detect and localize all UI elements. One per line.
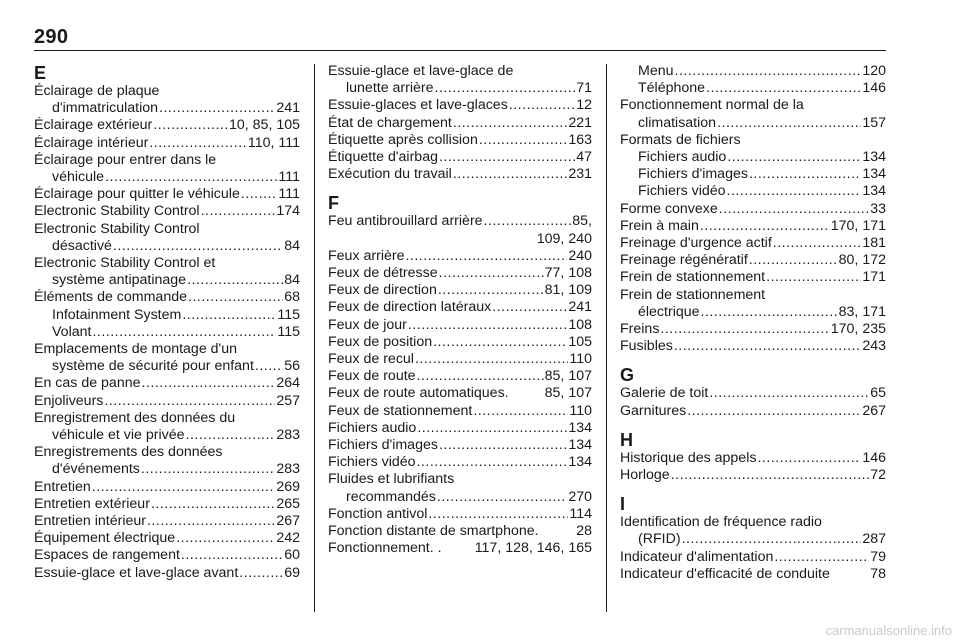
index-entry-heading: Essuie-glace et lave-glace de: [328, 63, 514, 79]
index-entry-heading: Emplacements de montage d'un: [34, 341, 238, 358]
dot-leader: [153, 117, 228, 134]
index-entry-page: 240: [568, 247, 592, 264]
index-entry-term: Feux de route: [328, 368, 416, 385]
dot-leader: [433, 334, 567, 351]
index-entry-term: Étiquette d'airbag: [328, 149, 438, 166]
index-entry-page: 33: [870, 200, 886, 217]
index-entry: [34, 272, 300, 289]
index-entry-heading: Electronic Stability Control: [34, 220, 200, 237]
dot-leader: [660, 321, 829, 338]
index-entry: [620, 338, 886, 355]
index-entry-page: 85,: [572, 213, 592, 230]
index-entry-page: 56: [284, 358, 300, 375]
index-entry-term: Entretien intérieur: [34, 513, 146, 530]
dot-leader: [151, 496, 275, 513]
index-entry-page: 105: [568, 333, 592, 350]
index-entry-page: 71: [576, 80, 592, 97]
index-entry-term: État de chargement: [328, 114, 452, 131]
index-entry-term: Freinage d'urgence actif: [620, 235, 772, 252]
index-entry-term: Frein à main: [620, 217, 699, 234]
index-entry-term: Essuie-glace et lave-glace avant: [34, 564, 239, 581]
index-column-1: [34, 63, 300, 582]
index-entry-page: 47: [576, 149, 592, 166]
index-entry-term: Fichiers vidéo: [638, 183, 726, 200]
index-entry-heading: Éclairage pour entrer dans le: [34, 151, 217, 168]
dot-leader: [773, 235, 862, 252]
index-entry-term: Garnitures: [620, 402, 687, 419]
dot-leader: [435, 80, 576, 97]
index-entry-page: 134: [862, 166, 886, 183]
index-entry-term: Freinage régénératif: [620, 252, 748, 269]
dot-leader: [701, 304, 838, 321]
index-entry-term: Galerie de toit: [620, 385, 709, 402]
index-entry-term: Éclairage pour quitter le véhicule: [34, 186, 240, 203]
index-column-2: [328, 63, 592, 557]
index-entry-page: 80, 172: [838, 252, 886, 269]
dot-leader: [709, 385, 869, 402]
dot-leader: [674, 338, 861, 355]
index-entry-page: 85, 107: [544, 385, 592, 402]
index-entry-page: 134: [862, 183, 886, 200]
index-entry: [328, 166, 592, 183]
index-entry: [620, 149, 886, 166]
dot-leader: [719, 201, 869, 218]
index-entry: [34, 513, 300, 530]
index-letter-heading: G: [620, 365, 635, 386]
index-entry: [328, 80, 592, 97]
index-entry-page: 108: [568, 316, 592, 333]
dot-leader: [749, 252, 838, 269]
index-entry-heading: Electronic Stability Control et: [34, 255, 216, 272]
index-entry: [328, 454, 592, 471]
dot-leader: [484, 213, 572, 230]
dot-leader: [105, 169, 277, 186]
index-entry-page: 69: [284, 564, 300, 581]
index-entry-term: Menu: [638, 63, 674, 79]
index-entry-page: 81, 109: [544, 282, 592, 299]
index-entry-term: Éléments de commande: [34, 289, 187, 306]
dot-leader: [181, 547, 283, 564]
index-entry-heading: Fluides et lubrifiants: [328, 471, 455, 488]
index-entry: [620, 321, 886, 338]
index-entry-page: 267: [276, 513, 300, 530]
index-entry-heading: Fonctionnement normal de la: [620, 97, 804, 114]
index-entry: [34, 169, 300, 186]
dot-leader: [408, 317, 567, 334]
index-entry: [620, 549, 886, 566]
index-entry-term: Indicateur d'efficacité de conduite: [620, 565, 830, 582]
index-entry-term: Fonction distante de smartphone.: [328, 523, 539, 540]
index-entry-term: Éclairage intérieur: [34, 134, 149, 151]
index-entry-term: véhicule et vie privée: [52, 427, 185, 444]
index-entry-term: Infotainment System: [52, 306, 182, 323]
dot-leader: [727, 183, 862, 200]
index-entry-page: 170, 235: [830, 321, 886, 338]
index-entry-term: Feux arrière: [328, 247, 405, 264]
dot-leader: [453, 166, 568, 183]
index-entry: [328, 282, 592, 299]
index-entry-page: 115: [277, 306, 300, 323]
index-entry-term: Fichiers d'images: [328, 437, 438, 454]
index-entry-term: Étiquette après collision: [328, 131, 478, 148]
index-entry-page: 134: [862, 149, 886, 166]
index-entry-term: Éclairage extérieur: [34, 117, 153, 134]
dot-leader: [182, 307, 276, 324]
index-letter-heading: E: [34, 63, 47, 83]
index-entry-page: 267: [862, 402, 886, 419]
index-entry-page: 84: [284, 272, 300, 289]
index-entry-page: 111: [278, 169, 300, 186]
index-entry-term: Electronic Stability Control: [34, 203, 200, 220]
index-entry-term: Fusibles: [620, 338, 673, 355]
dot-leader: [687, 403, 861, 420]
dot-leader: [727, 149, 861, 166]
dot-leader: [113, 238, 283, 255]
index-entry-page: 157: [862, 114, 886, 131]
index-entry: [328, 213, 592, 230]
index-entry-heading: Frein de stationnement: [620, 286, 766, 303]
index-entry-term: Entretien extérieur: [34, 495, 150, 512]
index-entry: [34, 496, 300, 513]
index-entry-page: 134: [568, 437, 592, 454]
index-entry: [620, 218, 886, 235]
index-entry: [328, 489, 592, 506]
index-entry-page: 287: [862, 531, 886, 548]
column-divider: [314, 64, 315, 612]
index-entry-page: 60: [284, 547, 300, 564]
index-entry: [328, 149, 592, 166]
header-rule: [34, 50, 886, 51]
index-entry-page: 146: [862, 449, 886, 466]
index-entry-term: Historique des appels: [620, 449, 757, 466]
index-entry: [34, 358, 300, 375]
index-entry-term: Frein de stationnement: [620, 269, 766, 286]
index-entry-page: 231: [568, 166, 592, 183]
index-entry: [620, 115, 886, 132]
index-entry-term: lunette arrière: [346, 80, 434, 97]
index-entry-page: 10, 85, 105: [229, 117, 300, 134]
index-entry-page: 270: [568, 488, 592, 505]
dot-leader: [147, 513, 275, 530]
index-entry: [328, 115, 592, 132]
index-entry: [328, 248, 592, 265]
dot-leader: [176, 530, 275, 547]
dot-leader: [439, 149, 575, 166]
index-entry-term: Feux de jour: [328, 316, 407, 333]
dot-leader: [159, 100, 275, 117]
index-entry-term: (RFID): [638, 531, 681, 548]
index-entry-term: Téléphone: [638, 80, 706, 97]
index-entry-term: recommandés: [346, 488, 436, 505]
index-entry-page: 283: [276, 461, 300, 478]
index-entry: [34, 203, 300, 220]
index-entry: [620, 304, 886, 321]
index-column-3: [620, 63, 886, 583]
column-divider: [606, 64, 607, 612]
index-letter-heading: F: [328, 193, 339, 214]
index-entry: [34, 393, 300, 410]
index-entry: [34, 324, 300, 341]
index-entry-term: d'immatriculation: [52, 100, 158, 117]
index-entry-page: 146: [862, 80, 886, 97]
dot-leader: [453, 115, 568, 132]
index-letter-heading: H: [620, 429, 633, 450]
index-entry-term: Équipement électrique: [34, 530, 176, 547]
index-entry-page: 110: [569, 351, 592, 368]
index-entry-page: 242: [276, 530, 300, 547]
index-entry-page: 68: [284, 289, 300, 306]
dot-leader: [479, 132, 567, 149]
index-entry-page: 79: [870, 548, 886, 565]
index-entry: [34, 186, 300, 203]
index-entry-heading: Identification de fréquence radio: [620, 514, 822, 531]
index-entry-page: 84: [284, 237, 300, 254]
index-entry-page: 28: [576, 523, 592, 540]
index-entry-term: Fichiers audio: [328, 419, 417, 436]
index-entry-term: Feu antibrouillard arrière: [328, 213, 483, 230]
index-entry-page: 171: [862, 269, 886, 286]
dot-leader: [706, 80, 861, 97]
index-entry-term: Horloge: [620, 467, 670, 484]
index-entry: [34, 375, 300, 392]
dot-leader: [415, 351, 568, 368]
index-entry-term: Fonction antivol: [328, 505, 428, 522]
index-entry: [328, 265, 592, 282]
dot-leader: [241, 186, 278, 203]
index-entry: [34, 530, 300, 547]
dot-leader: [417, 368, 544, 385]
dot-leader: [142, 375, 276, 392]
dot-leader: [417, 454, 568, 471]
watermark: carmanualsonline.info: [825, 623, 952, 638]
index-entry-term: Exécution du travail: [328, 166, 452, 183]
index-entry-term: Enjoliveurs: [34, 392, 104, 409]
dot-leader: [92, 324, 276, 341]
dot-leader: [239, 565, 283, 582]
dot-leader: [149, 135, 247, 152]
index-entry-term: Feux de détresse: [328, 265, 438, 282]
index-entry-term: Freins: [620, 321, 660, 338]
index-entry: [620, 403, 886, 420]
index-entry-term: Feux de direction: [328, 282, 437, 299]
dot-leader: [428, 506, 568, 523]
index-entry: [620, 252, 886, 269]
index-entry: [620, 235, 886, 252]
index-entry-term: climatisation: [638, 114, 717, 131]
dot-leader: [92, 479, 276, 496]
index-entry: [328, 334, 592, 351]
index-entry-page: 170, 171: [830, 217, 886, 234]
index-entry: [34, 565, 300, 582]
index-entry-page: 134: [568, 419, 592, 436]
dot-leader: [774, 549, 869, 566]
index-entry: [328, 132, 592, 149]
index-entry-term: Essuie-glaces et lave-glaces: [328, 97, 508, 114]
index-entry: [34, 427, 300, 444]
index-entry: [34, 117, 300, 134]
dot-leader: [188, 289, 283, 306]
index-entry-heading: Éclairage de plaque: [34, 83, 160, 99]
dot-leader: [439, 437, 567, 454]
index-entry-page: 111: [278, 186, 300, 203]
index-entry-page: 114: [569, 505, 592, 522]
dot-leader: [417, 420, 567, 437]
index-entry-page: 120: [862, 63, 886, 79]
dot-leader: [141, 461, 275, 478]
index-entry-continuation: 109, 240: [536, 230, 592, 247]
index-entry-term: Volant: [52, 323, 92, 340]
index-entry: [34, 135, 300, 152]
index-entry-page: 134: [568, 454, 592, 471]
index-entry-term: Feux de position: [328, 333, 433, 350]
index-entry-page: 265: [276, 495, 300, 512]
dot-leader: [201, 203, 276, 220]
index-entry-page: 163: [568, 131, 592, 148]
index-entry: [620, 80, 886, 97]
index-entry: [620, 183, 886, 200]
dot-leader: [186, 427, 276, 444]
dot-leader: [717, 115, 861, 132]
index-entry-term: Feux de stationnement: [328, 402, 473, 419]
index-entry-term: véhicule: [52, 169, 105, 186]
index-entry-page: 12: [576, 97, 592, 114]
index-entry-page: 257: [276, 392, 300, 409]
index-entry: [328, 403, 592, 420]
dot-leader: [675, 63, 862, 80]
index-entry: [34, 100, 300, 117]
index-entry: [34, 461, 300, 478]
index-entry-heading: Enregistrements des données: [34, 444, 223, 461]
index-entry: [328, 317, 592, 334]
index-entry-page: 83, 171: [838, 303, 886, 320]
index-entry-term: Indicateur d'alimentation: [620, 548, 774, 565]
index-entry-page: 115: [277, 323, 300, 340]
index-entry-page: 181: [862, 235, 886, 252]
dot-leader: [766, 269, 861, 286]
dot-leader: [682, 531, 862, 548]
dot-leader: [439, 265, 544, 282]
dot-leader: [700, 218, 830, 235]
index-entry-term: Fonctionnement. .: [328, 540, 442, 557]
page-number: 290: [34, 26, 69, 48]
dot-leader: [509, 97, 575, 114]
index-entry: [620, 63, 886, 80]
index-entry-term: Fichiers audio: [638, 149, 727, 166]
index-entry: [328, 97, 592, 114]
index-entry-page: 77, 108: [544, 265, 592, 282]
index-entry-term: désactivé: [52, 237, 112, 254]
dot-leader: [757, 450, 861, 467]
index-entry-term: Fichiers d'images: [638, 166, 748, 183]
index-entry: [620, 269, 886, 286]
index-entry-page: 65: [870, 385, 886, 402]
index-entry-term: En cas de panne: [34, 375, 141, 392]
index-entry-page: 78: [870, 565, 886, 582]
index-entry: [620, 201, 886, 218]
index-entry-term: Feux de direction latéraux: [328, 299, 492, 316]
index-entry-page: 269: [276, 478, 300, 495]
index-entry: [620, 531, 886, 548]
index-entry-page: 264: [276, 375, 300, 392]
index-entry: [620, 467, 886, 484]
index-entry-term: Forme convexe: [620, 200, 718, 217]
index-entry-page: 243: [862, 338, 886, 355]
index-entry: [328, 540, 592, 557]
index-entry: [328, 523, 592, 540]
index-entry: [328, 385, 592, 402]
index-entry-term: électrique: [638, 303, 700, 320]
index-entry-term: système de sécurité pour enfant: [52, 358, 254, 375]
index-letter-heading: I: [620, 494, 626, 515]
index-entry: [328, 351, 592, 368]
index-entry-term: système antipatinage: [52, 272, 187, 289]
index-entry: [34, 289, 300, 306]
index-entry: [620, 385, 886, 402]
dot-leader: [671, 467, 870, 484]
index-entry-page: 110: [569, 402, 592, 419]
index-entry-term: Feux de recul: [328, 351, 414, 368]
index-entry: [328, 299, 592, 316]
index-entry-term: Feux de route automatiques.: [328, 385, 509, 402]
dot-leader: [187, 272, 283, 289]
index-entry: [620, 450, 886, 467]
index-entry-heading: Enregistrement des données du: [34, 409, 236, 426]
index-entry-page: 174: [276, 203, 300, 220]
dot-leader: [473, 403, 568, 420]
index-entry-page: 283: [276, 427, 300, 444]
dot-leader: [437, 489, 567, 506]
index-entry: [34, 479, 300, 496]
dot-leader: [492, 299, 567, 316]
index-entry-term: d'événements: [52, 461, 140, 478]
index-entry-heading: Formats de fichiers: [620, 131, 741, 148]
index-entry-page: 221: [568, 114, 592, 131]
index-entry-term: Entretien: [34, 478, 91, 495]
dot-leader: [255, 358, 283, 375]
index-entry-page: 85, 107: [544, 368, 592, 385]
index-entry: [34, 547, 300, 564]
index-entry: [328, 506, 592, 523]
dot-leader: [104, 393, 275, 410]
index-entry: [34, 238, 300, 255]
index-entry: [34, 307, 300, 324]
index-entry-page: 241: [276, 100, 300, 117]
index-entry: [328, 437, 592, 454]
index-entry: [328, 420, 592, 437]
index-entry: [328, 368, 592, 385]
dot-leader: [405, 248, 567, 265]
index-entry-page: 110, 111: [247, 134, 300, 151]
index-entry-page: 72: [870, 467, 886, 484]
index-entry-page: 117, 128, 146, 165: [474, 540, 592, 557]
dot-leader: [438, 282, 544, 299]
index-entry-page: 241: [568, 299, 592, 316]
index-entry: [620, 566, 886, 583]
index-entry-term: Espaces de rangement: [34, 547, 180, 564]
index-entry: [620, 166, 886, 183]
dot-leader: [749, 166, 861, 183]
index-entry-term: Fichiers vidéo: [328, 454, 416, 471]
